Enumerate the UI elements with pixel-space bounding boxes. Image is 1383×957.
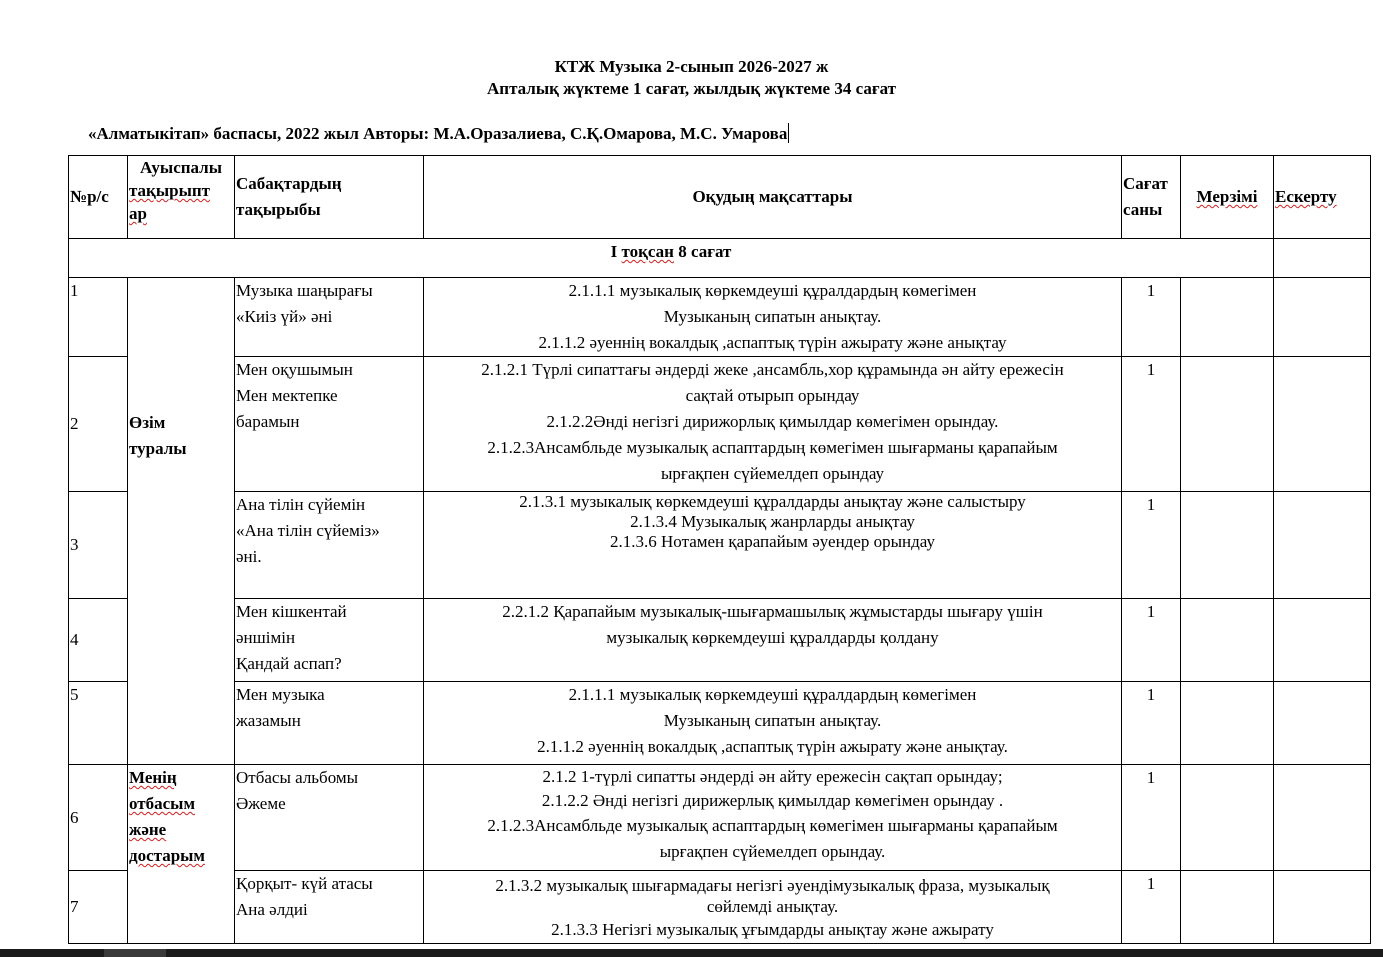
quarter-row bbox=[69, 239, 1371, 278]
date-cell[interactable] bbox=[1181, 871, 1274, 944]
row-number: 6 bbox=[69, 765, 128, 871]
theme-cell-1 bbox=[128, 278, 235, 765]
table-row bbox=[69, 871, 1371, 944]
theme-2-line1: Менің bbox=[129, 768, 177, 787]
table-row bbox=[69, 357, 1371, 492]
goal-line: музыкалық көркемдеуші құралдарды қолдану bbox=[606, 628, 939, 647]
table-row bbox=[69, 599, 1371, 682]
goal-line: 2.1.2.2 Әнді негізгі дирижерлық қимылдар көмегімен орындау . bbox=[541, 791, 1004, 810]
goal-line: 2.1.1.1 музыкалық көркемдеуші құралдардың көмегімен bbox=[568, 685, 977, 704]
theme-1-line2: туралы bbox=[129, 439, 187, 458]
goal-line: 2.1.2.3Ансамбльде музыкалық аспаптардың көмегімен шығарманы қарапайым bbox=[487, 438, 1058, 457]
header-theme bbox=[128, 156, 235, 239]
header-note bbox=[1274, 156, 1371, 239]
quarter-label bbox=[69, 239, 1274, 278]
goal-line: 2.1.1.2 әуеннің вокалдық ,аспаптық түрін ажырату және анықтау. bbox=[537, 737, 1008, 756]
goal-line: 2.1.1.2 әуеннің вокалдық ,аспаптық түрін ажырату және анықтау bbox=[538, 333, 1007, 352]
lesson-line: Отбасы альбомы bbox=[236, 768, 359, 787]
lesson-line: әншімін bbox=[236, 628, 296, 647]
note-cell[interactable] bbox=[1274, 492, 1371, 599]
lesson-line: әні. bbox=[236, 547, 262, 566]
note-cell[interactable] bbox=[1274, 599, 1371, 682]
date-cell[interactable] bbox=[1181, 357, 1274, 492]
header-row bbox=[69, 156, 1371, 239]
row-number: 1 bbox=[69, 278, 128, 357]
row-number: 7 bbox=[69, 871, 128, 944]
header-hours-line1: Сағат bbox=[1123, 174, 1168, 193]
learning-goals bbox=[424, 357, 1122, 492]
date-cell[interactable] bbox=[1181, 599, 1274, 682]
table-row bbox=[69, 682, 1371, 765]
note-cell[interactable] bbox=[1274, 357, 1371, 492]
lesson-line: Қандай аспап? bbox=[236, 654, 342, 673]
header-theme-line1: Ауыспалы bbox=[139, 158, 222, 177]
goal-line: 2.1.3.2 музыкалық шығармадағы негізгі әуендімузыкалық фраза, музыкалық bbox=[495, 876, 1050, 895]
quarter-note-cell bbox=[1274, 239, 1371, 278]
hours-count: 1 bbox=[1122, 599, 1181, 682]
publisher-line bbox=[88, 123, 789, 144]
publisher-text: «Алматыкітап» баспасы, 2022 жыл Авторы: М.А.Оразалиева, С.Қ.Омарова, М.С. Умарова bbox=[88, 124, 788, 143]
learning-goals bbox=[424, 871, 1122, 944]
lesson-plan-table bbox=[68, 155, 1371, 944]
goal-line: 2.1.2.1 Түрлі сипаттағы әндерді жеке ,ансамбль,хор құрамында ән айту ережесін bbox=[481, 360, 1064, 379]
goal-line: 2.1.3.6 Нотамен қарапайым әуендер орындау bbox=[610, 532, 935, 551]
goal-line: 2.1.2.3Ансамбльде музыкалық аспаптардың көмегімен шығарманы қарапайым bbox=[487, 816, 1058, 835]
header-date bbox=[1181, 156, 1274, 239]
hours-count: 1 bbox=[1122, 765, 1181, 871]
learning-goals bbox=[424, 278, 1122, 357]
date-cell[interactable] bbox=[1181, 682, 1274, 765]
lesson-line: «Киіз үй» әні bbox=[236, 307, 333, 326]
goal-line: 2.1.3.1 музыкалық көркемдеуші құралдарды анықтау және салыстыру bbox=[519, 492, 1026, 511]
learning-goals bbox=[424, 682, 1122, 765]
title-line-1: КТЖ Музыка 2-сынып 2026-2027 ж bbox=[554, 57, 829, 76]
row-number: 4 bbox=[69, 599, 128, 682]
theme-1-line1: Өзім bbox=[129, 413, 166, 432]
theme-2-line4: достарым bbox=[129, 846, 206, 865]
date-cell[interactable] bbox=[1181, 492, 1274, 599]
hours-count: 1 bbox=[1122, 357, 1181, 492]
lesson-line: Мен музыка bbox=[236, 685, 325, 704]
document-title bbox=[0, 56, 1383, 100]
learning-goals bbox=[424, 765, 1122, 871]
header-number: №р/с bbox=[69, 156, 128, 239]
hours-count: 1 bbox=[1122, 682, 1181, 765]
lesson-topic bbox=[235, 599, 424, 682]
learning-goals bbox=[424, 492, 1122, 599]
row-number: 3 bbox=[69, 492, 128, 599]
date-cell[interactable] bbox=[1181, 278, 1274, 357]
lesson-topic bbox=[235, 765, 424, 871]
note-cell[interactable] bbox=[1274, 278, 1371, 357]
theme-2-line3: және bbox=[129, 820, 167, 839]
quarter-hours: 8 сағат bbox=[678, 242, 732, 261]
quarter-word: тоқсан bbox=[621, 242, 674, 261]
note-cell[interactable] bbox=[1274, 682, 1371, 765]
header-hours bbox=[1122, 156, 1181, 239]
hours-count: 1 bbox=[1122, 492, 1181, 599]
lesson-line: Музыка шаңырағы bbox=[236, 281, 373, 300]
theme-cell-2 bbox=[128, 765, 235, 944]
header-lesson bbox=[235, 156, 424, 239]
lesson-line: Әжеме bbox=[236, 794, 286, 813]
lesson-line: Мен оқушымын bbox=[236, 360, 353, 379]
lesson-line: барамын bbox=[236, 412, 300, 431]
hours-count: 1 bbox=[1122, 278, 1181, 357]
row-number: 2 bbox=[69, 357, 128, 492]
theme-2-line2: отбасым bbox=[129, 794, 196, 813]
lesson-line: Ана тілін сүйемін bbox=[236, 495, 366, 514]
header-lesson-line2: тақырыбы bbox=[236, 200, 321, 219]
learning-goals bbox=[424, 599, 1122, 682]
goal-line: сақтай отырып орындау bbox=[685, 386, 860, 405]
hours-count: 1 bbox=[1122, 871, 1181, 944]
table-row bbox=[69, 278, 1371, 357]
header-goals: Оқудың мақсаттары bbox=[424, 156, 1122, 239]
lesson-topic bbox=[235, 357, 424, 492]
note-cell[interactable] bbox=[1274, 871, 1371, 944]
date-cell[interactable] bbox=[1181, 765, 1274, 871]
goal-line: Музыканың сипатын анықтау. bbox=[663, 711, 882, 730]
header-note-text: Ескерту bbox=[1275, 187, 1337, 206]
lesson-line: «Ана тілін сүйеміз» bbox=[236, 521, 380, 540]
lesson-topic bbox=[235, 871, 424, 944]
text-cursor bbox=[788, 123, 789, 143]
row-number: 5 bbox=[69, 682, 128, 765]
goal-line: Музыканың сипатын анықтау. bbox=[663, 307, 882, 326]
goal-line: 2.1.3.3 Негізгі музыкалық ұғымдарды анықтау және ажырату bbox=[551, 920, 994, 939]
taskbar-app-button[interactable] bbox=[104, 949, 166, 957]
lesson-line: Қорқыт- күй атасы bbox=[236, 874, 373, 893]
goal-line: 2.1.2 1-түрлі сипатты әндерді ән айту ережесін сақтап орындау; bbox=[542, 767, 1003, 786]
note-cell[interactable] bbox=[1274, 765, 1371, 871]
lesson-line: Мен мектепке bbox=[236, 386, 338, 405]
lesson-line: жазамын bbox=[236, 711, 301, 730]
goal-line: ырғақпен сүйемелдеп орындау bbox=[660, 464, 885, 483]
lesson-topic bbox=[235, 682, 424, 765]
goal-line: ырғақпен сүйемелдеп орындау. bbox=[659, 842, 886, 861]
header-lesson-line1: Сабақтардың bbox=[236, 174, 342, 193]
lesson-line: Мен кішкентай bbox=[236, 602, 347, 621]
lesson-topic bbox=[235, 492, 424, 599]
goal-line: сөйлемді анықтау. bbox=[706, 897, 839, 916]
header-theme-line3: ар bbox=[129, 204, 147, 223]
lesson-line: Ана әлдиі bbox=[236, 900, 308, 919]
title-line-2: Апталық жүктеме 1 сағат, жылдық жүктеме 34 сағат bbox=[487, 79, 896, 98]
lesson-topic bbox=[235, 278, 424, 357]
header-date-text: Мерзімі bbox=[1196, 187, 1258, 206]
goal-line: 2.1.2.2Әнді негізгі дирижорлық қимылдар көмегімен орындау. bbox=[546, 412, 999, 431]
goal-line: 2.2.1.2 Қарапайым музыкалық-шығармашылық жұмыстарды шығару үшін bbox=[502, 602, 1043, 621]
quarter-roman: І bbox=[610, 242, 618, 261]
goal-line: 2.1.3.4 Музыкалық жанрларды анықтау bbox=[630, 512, 915, 531]
goal-line: 2.1.1.1 музыкалық көркемдеуші құралдардың көмегімен bbox=[568, 281, 977, 300]
table-row bbox=[69, 765, 1371, 871]
header-hours-line2: саны bbox=[1123, 200, 1163, 219]
taskbar bbox=[0, 949, 1383, 957]
header-theme-line2: тақырыпт bbox=[129, 181, 210, 200]
table-row bbox=[69, 492, 1371, 599]
